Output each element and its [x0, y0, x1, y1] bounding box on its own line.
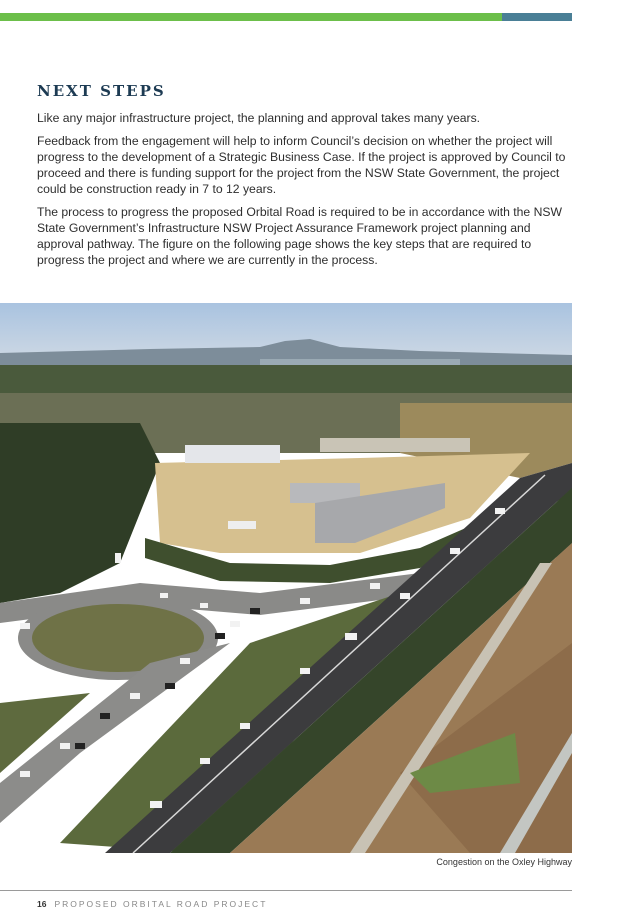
- paragraph: The process to progress the proposed Orbital Road is required to be in accordance with the NSW State Government’s Infrastructure NSW Project Assurance Framework project planning and approval pathway. The figure on the following page shows the key steps that are required to progress the project and where we are currently in the process.: [37, 205, 563, 267]
- aerial-photo: [0, 303, 572, 853]
- paragraph: Like any major infrastructure project, the planning and approval takes many years.: [37, 111, 481, 125]
- paragraph: Feedback from the engagement will help to inform Council’s decision on whether the project will progress to the development of a Strategic Business Case. If the project is approved by Council to proceed and there is funding support for the project from the NSW State Government, the project could be construction ready in 7 to 12 years.: [37, 134, 566, 196]
- footer-divider: [0, 890, 572, 891]
- page-footer: [37, 899, 267, 909]
- accent-bar-blue: [502, 13, 572, 21]
- accent-bar-green: [0, 13, 502, 21]
- page-number: 16: [37, 899, 47, 909]
- header-accent-bar: [0, 13, 572, 21]
- photo-caption: Congestion on the Oxley Highway: [436, 857, 572, 867]
- body-text: [37, 110, 567, 275]
- section-heading: NEXT STEPS: [37, 82, 166, 100]
- footer-title: PROPOSED ORBITAL ROAD PROJECT: [54, 899, 268, 909]
